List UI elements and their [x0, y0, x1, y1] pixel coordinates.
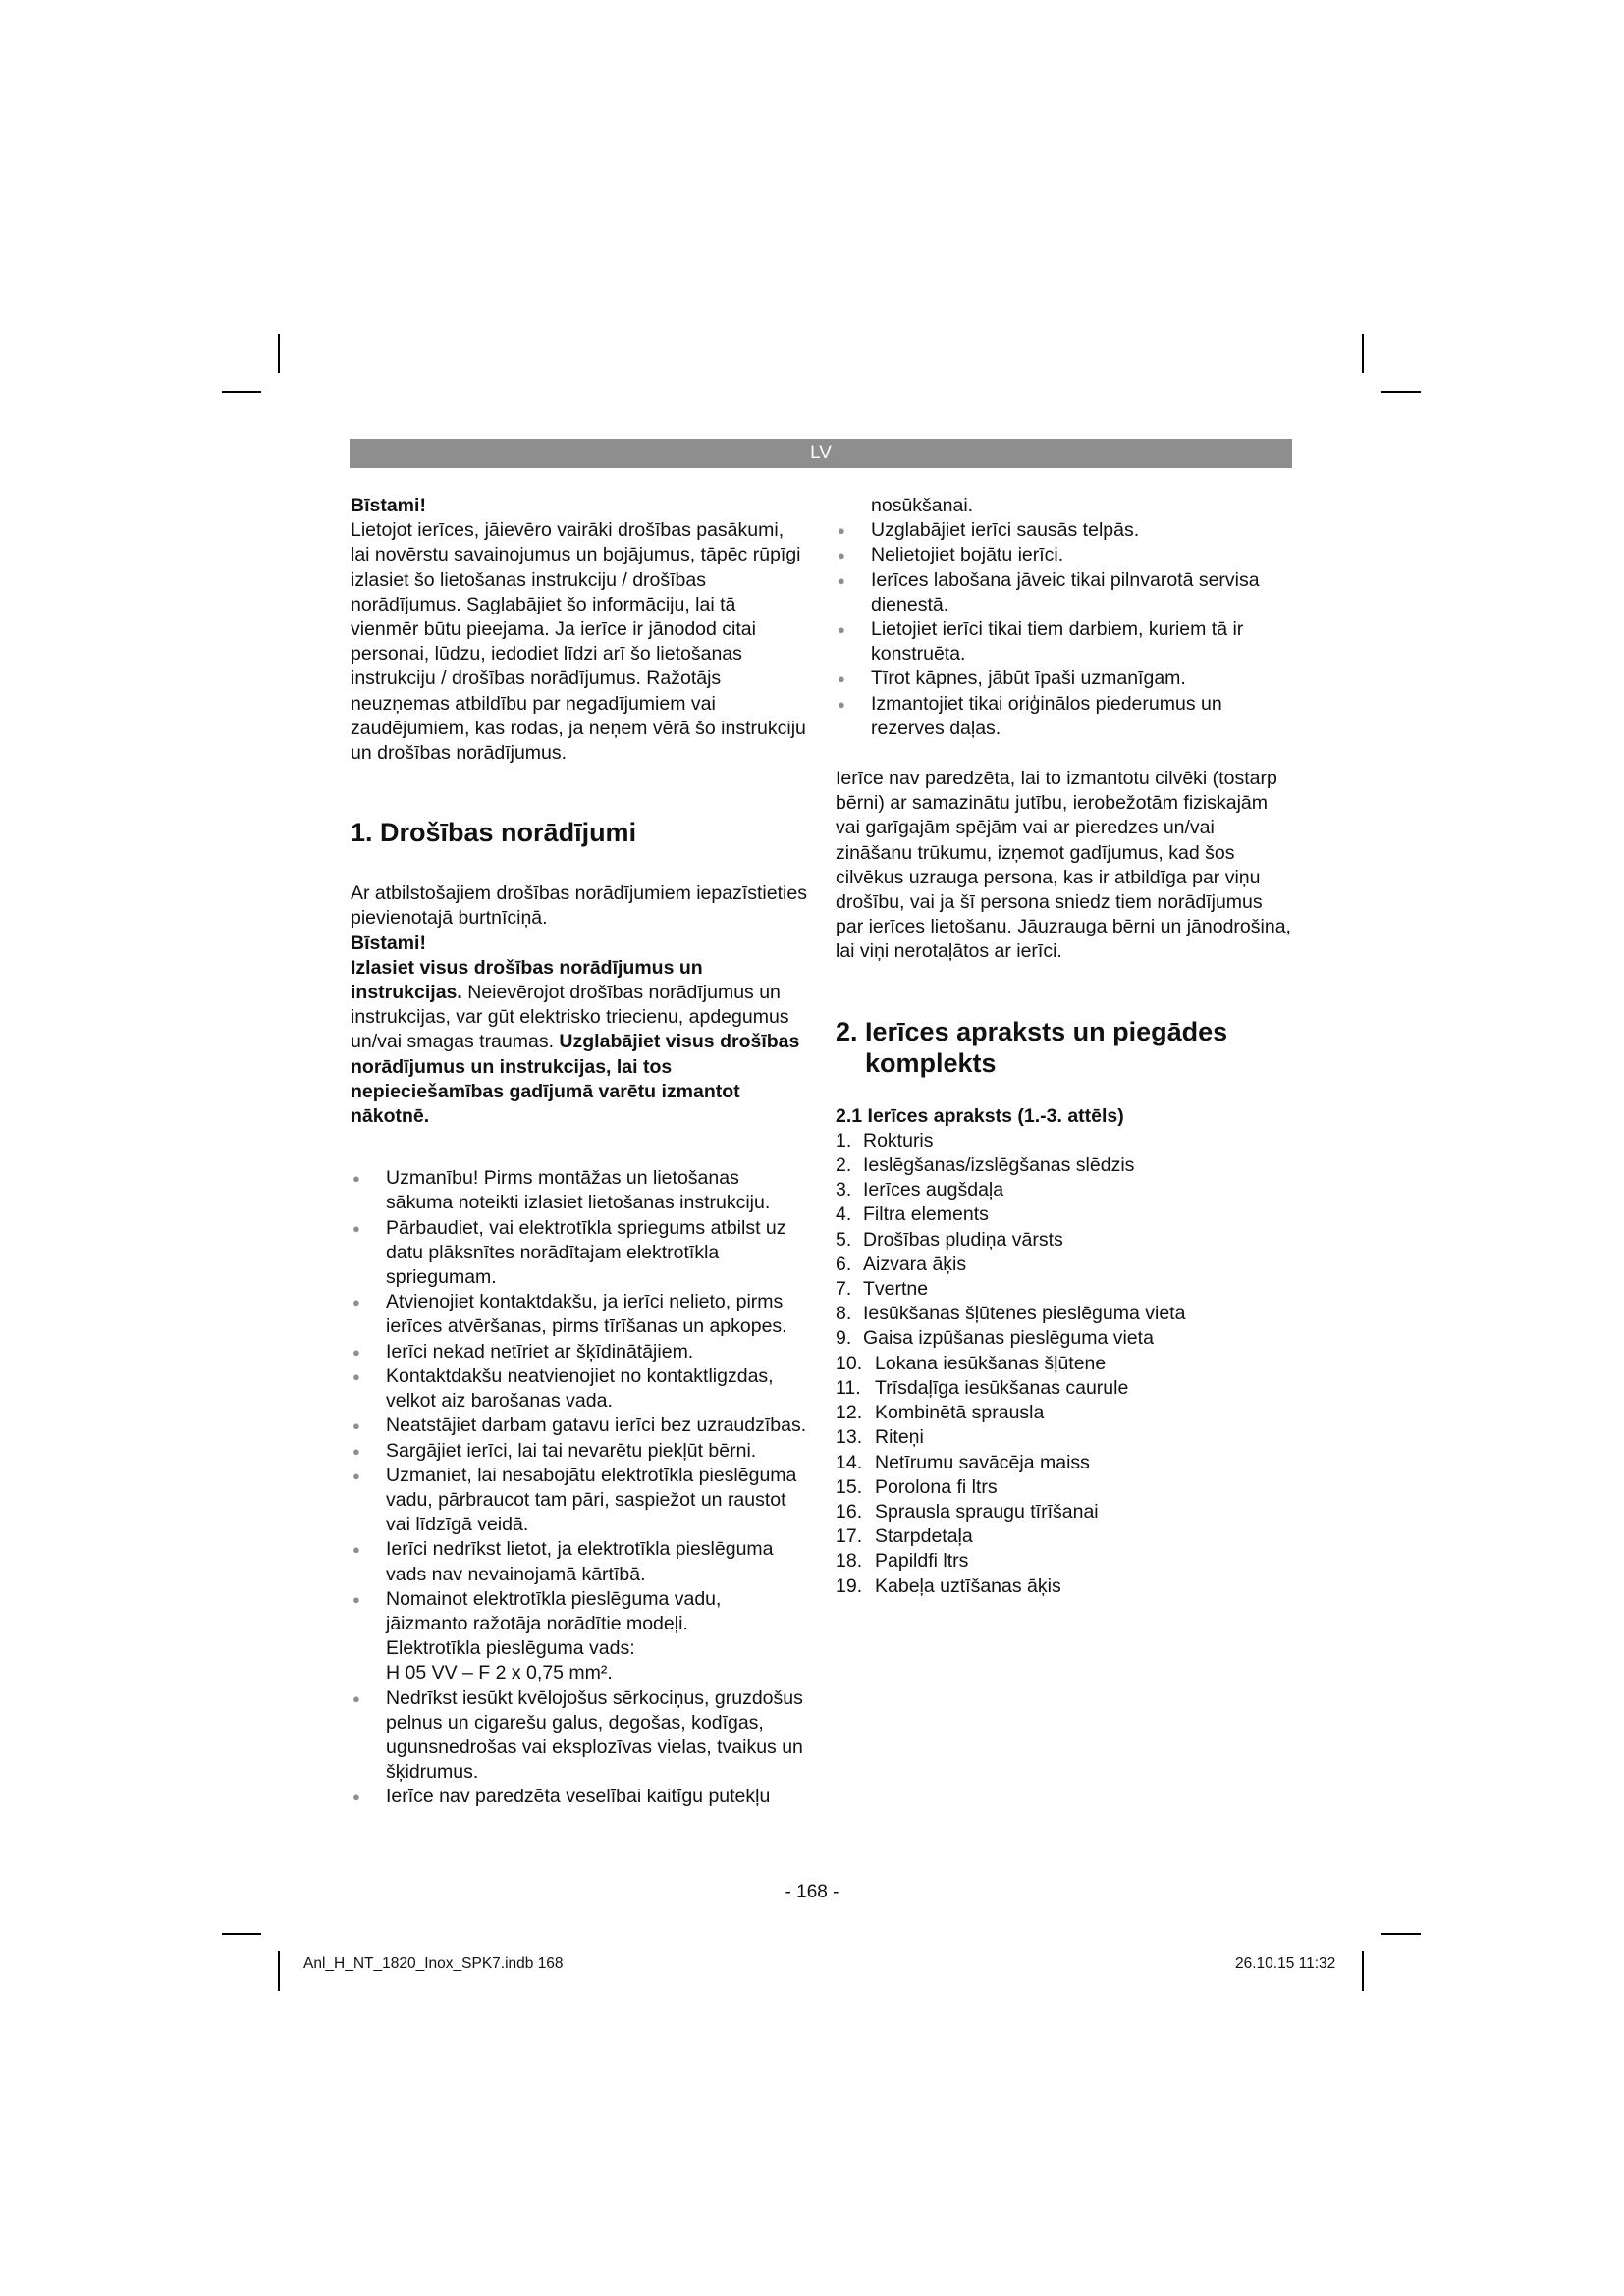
intro-text: Lietojot ierīces, jāievēro vairāki drošības pasākumi, lai novērstu savainojumus un bojājumus, tāpēc rūpīgi izlasiet šo lietošanas instrukciju / drošības norādījumus. Saglabājiet šo informāciju, lai tā vienmēr būtu pieejama. Ja ierīce ir jānodod citai personai, lūdzu, iedodiet līdzi arī šo lietošanas instrukciju / drošības norādījumus. Ražotājs neuzņemas atbildību par negadījumiem vai zaudējumiem, kas rodas, ja neņem vērā šo instrukciju un drošības norādījumus.: [351, 519, 806, 765]
list-item: ● Nelietojiet bojātu ierīci.: [836, 543, 1292, 567]
footer-filename: Anl_H_NT_1820_Inox_SPK7.indb 168: [303, 1955, 564, 1972]
part-label: Kombinētā sprausla: [875, 1402, 1045, 1424]
list-item: ● Nedrīkst iesūkt kvēlojošus sērkociņus, gruzdošus pelnus un cigarešu galus, degošas, kodīgas, ugunsnedrošas vai eksplozīvas vielas, tvaikus un šķidrumus.: [351, 1686, 807, 1786]
part-number: 8.: [836, 1303, 852, 1325]
notice-bold-2: Uzglabājiet visus drošības norādījumus un instrukcijas, lai tos nepieciešamības gadījumā varētu izmantot nākotnē.: [351, 1031, 800, 1128]
part-label: Gaisa izpūšanas pieslēguma vieta: [863, 1327, 1154, 1350]
section-1-intro: Ar atbilstošajiem drošības norādījumiem iepazīstieties pievienotajā burtnīciņā.: [351, 882, 807, 930]
list-item: [836, 1451, 1292, 1475]
left-column: [351, 494, 807, 1810]
part-number: 17.: [836, 1525, 863, 1548]
list-item: ● Pārbaudiet, vai elektrotīkla spriegums atbilst uz datu plāksnītes norādītajam elektrotīkla spriegumam.: [351, 1216, 807, 1291]
list-item: ● Kontaktdakšu neatvienojiet no kontaktligzdas, velkot aiz barošanas vada.: [351, 1364, 807, 1414]
safety-list: [351, 1166, 807, 1809]
notice-normal: Neievērojot drošības norādījumus un instrukcijas, var gūt elektrisko triecienu, apdegumus un/vai smagas traumas.: [351, 982, 789, 1053]
part-label: Filtra elements: [863, 1203, 989, 1226]
list-item: ● Uzmanību! Pirms montāžas un lietošanas sākuma noteikti izlasiet lietošanas instrukciju.: [351, 1166, 807, 1215]
part-number: 10.: [836, 1352, 863, 1374]
notice-bold-1: Izlasiet visus drošības norādījumus un instrukcijas.: [351, 956, 703, 1004]
list-item: ● Ierīci nekad netīriet ar šķīdinātājiem.: [351, 1340, 807, 1364]
list-item: ● Atvienojiet kontaktdakšu, ja ierīci nelieto, pirms ierīces atvēršanas, pirms tīrīšanas un apkopes.: [351, 1290, 807, 1339]
list-item: ● Sargājiet ierīci, lai tai nevarētu piekļūt bērni.: [351, 1439, 807, 1464]
part-label: Sprausla spraugu tīrīšanai: [875, 1500, 1099, 1522]
part-label: Porolona fi ltrs: [875, 1475, 998, 1498]
cable-note: ● Nomainot elektrotīkla pieslēguma vadu, jāizmanto ražotāja norādītie modeļi.: [386, 1587, 722, 1634]
part-number: 13.: [836, 1426, 863, 1449]
list-item: [836, 1500, 1292, 1524]
list-item: [836, 1401, 1292, 1425]
crop-mark: [1362, 1951, 1364, 1991]
section-2-1-subtitle: 2.1 Ierīces apraksts (1.-3. attēls): [836, 1104, 1124, 1127]
list-item: [836, 1376, 1292, 1401]
section-2-title: [836, 1016, 1292, 1079]
list-item: [836, 1352, 1292, 1376]
part-number: 12.: [836, 1402, 863, 1424]
cable-spec: H 05 VV – F 2 x 0,75 mm².: [386, 1662, 613, 1684]
part-number: 4.: [836, 1203, 852, 1226]
crop-mark: [1381, 1933, 1421, 1935]
supervision-paragraph: Ierīce nav paredzēta, lai to izmantotu cilvēki (tostarp bērni) ar samazinātu jutību, ierobežotām fiziskajām vai garīgajām spējām vai ar pieredzes un/vai zināšanu trūkumu, izņemot gadījumus, kad šos cilvēkus uzrauga persona, kas ir atbildīga par viņu drošību, vai ja šī persona sniedz tiem norādījumus par ierīces lietošanu. Jāuzrauga bērni un jānodrošina, lai viņi nerotaļātos ar ierīci.: [836, 768, 1291, 963]
list-item: ● Uzmaniet, lai nesabojātu elektrotīkla pieslēguma vadu, pārbraucot tam pāri, saspiežot un raustot vai līdzīgā veidā.: [351, 1464, 807, 1538]
part-label: Ierīces augšdaļa: [863, 1179, 1004, 1201]
list-item: [836, 1302, 1292, 1326]
part-number: 18.: [836, 1550, 863, 1573]
intro-heading: Bīstami!: [351, 495, 426, 516]
list-item: [836, 1277, 1292, 1302]
part-label: Riteņi: [875, 1426, 924, 1449]
list-item: [836, 1178, 1292, 1202]
list-item: [836, 1575, 1292, 1599]
section-1-notice: [351, 956, 807, 1129]
right-column: [836, 494, 1292, 1599]
list-item: ● Lietojiet ierīci tikai tiem darbiem, kuriem tā ir konstruēta.: [836, 617, 1292, 667]
section-2-title-line-1: 2. Ierīces apraksts un piegādes: [836, 1016, 1228, 1046]
part-number: 6.: [836, 1253, 852, 1275]
part-number: 7.: [836, 1278, 852, 1301]
list-item: [351, 1587, 807, 1686]
part-label: Kabeļa uztīšanas āķis: [875, 1575, 1061, 1597]
list-item: [836, 1475, 1292, 1500]
part-number: 9.: [836, 1327, 852, 1350]
list-item: [836, 1129, 1292, 1153]
cable-label: Elektrotīkla pieslēguma vads:: [386, 1637, 635, 1660]
part-number: 2.: [836, 1154, 852, 1177]
crop-mark: [1362, 334, 1364, 373]
list-item: ● Uzglabājiet ierīci sausās telpās.: [836, 518, 1292, 543]
section-1-warning: Bīstami!: [351, 932, 426, 954]
part-number: 3.: [836, 1179, 852, 1201]
list-item: [836, 1253, 1292, 1277]
page-number: - 168 -: [785, 1882, 839, 1902]
footer-timestamp: 26.10.15 11:32: [1235, 1955, 1336, 1972]
crop-mark: [222, 391, 261, 393]
list-continuation: nosūkšanai.: [871, 495, 974, 516]
part-label: Ieslēgšanas/izslēgšanas slēdzis: [863, 1154, 1135, 1177]
part-number: 16.: [836, 1500, 863, 1522]
list-item: ● Ierīces labošana jāveic tikai pilnvarotā servisa dienestā.: [836, 568, 1292, 617]
part-number: 15.: [836, 1475, 863, 1498]
list-item: [836, 1425, 1292, 1450]
crop-mark: [278, 1951, 280, 1991]
crop-mark: [1381, 391, 1421, 393]
part-label: Starpdetaļa: [875, 1525, 973, 1548]
list-item: ● Izmantojiet tikai oriģinālos piederumus un rezerves daļas.: [836, 692, 1292, 741]
part-label: Netīrumu savācēja maiss: [875, 1451, 1090, 1473]
part-label: Trīsdaļīga iesūkšanas caurule: [875, 1376, 1129, 1399]
list-item: [836, 1326, 1292, 1351]
part-number: 19.: [836, 1575, 863, 1597]
part-label: Aizvara āķis: [863, 1253, 967, 1275]
list-item: ● Tīrot kāpnes, jābūt īpaši uzmanīgam.: [836, 667, 1292, 691]
part-label: Rokturis: [863, 1129, 934, 1151]
part-label: Tvertne: [863, 1278, 929, 1301]
list-item: ● Ierīce nav paredzēta veselībai kaitīgu putekļu: [351, 1785, 807, 1809]
language-code: LV: [810, 443, 832, 463]
section-2-title-line-2: komplekts: [865, 1047, 997, 1078]
list-item: [836, 1228, 1292, 1253]
part-number: 5.: [836, 1228, 852, 1251]
crop-mark: [278, 334, 280, 373]
list-item: [836, 1549, 1292, 1574]
list-item: [836, 1153, 1292, 1178]
part-label: Iesūkšanas šļūtenes pieslēguma vieta: [863, 1303, 1186, 1325]
parts-list: [836, 1129, 1292, 1599]
part-label: Papildfi ltrs: [875, 1550, 969, 1573]
part-number: 14.: [836, 1451, 863, 1473]
part-number: 1.: [836, 1129, 852, 1151]
language-header-bar: [350, 439, 1292, 468]
list-item: ● Neatstājiet darbam gatavu ierīci bez uzraudzības.: [351, 1414, 807, 1438]
list-item: [836, 1524, 1292, 1549]
list-item: ● Ierīci nedrīkst lietot, ja elektrotīkla pieslēguma vads nav nevainojamā kārtībā.: [351, 1537, 807, 1586]
part-label: Drošības pludiņa vārsts: [863, 1228, 1063, 1251]
part-number: 11.: [836, 1376, 861, 1399]
part-label: Lokana iesūkšanas šļūtene: [875, 1352, 1107, 1374]
safety-list-continued: [836, 518, 1292, 741]
section-1-title: 1. Drošības norādījumi: [351, 818, 637, 848]
crop-mark: [222, 1933, 261, 1935]
list-item: [836, 1202, 1292, 1227]
